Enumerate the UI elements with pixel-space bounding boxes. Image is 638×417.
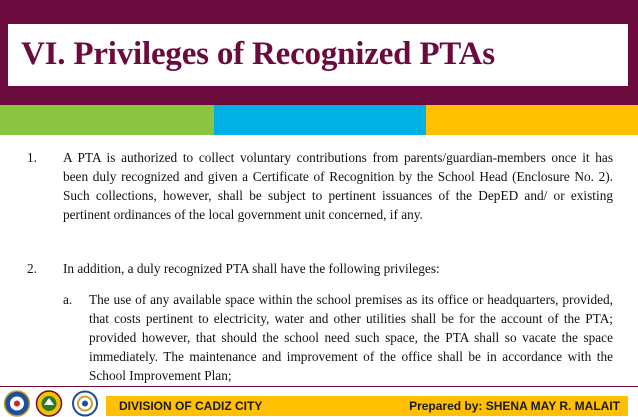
- item-number: 2.: [27, 261, 37, 276]
- subitem-text: The use of any available space within the school premises as its office or headquarters, provided, that costs pertinent to electricity, water and other utilities shall be for the account of the PTA; provided however, that should the school need such space, the PTA shall so vacate the space immediately. The maintenance and improvement of the office shall be in accordance with the School Improvement Plan;: [89, 292, 613, 383]
- slide-title: VI. Privileges of Recognized PTAs: [21, 36, 495, 72]
- item-text: A PTA is authorized to collect voluntary contributions from parents/guardian-members once it has been duly recognized and given a Certificate of Recognition by the School Head (Enclosure No. 2). Such collections, however, shall be subject to pertinent issuances of the DepED and/ or existing pertinent ordinances of the local government unit concerned, if any.: [63, 150, 613, 222]
- item-text: In addition, a duly recognized PTA shall have the following privileges:: [63, 261, 440, 276]
- footer: [0, 392, 638, 417]
- color-stripes: [0, 105, 638, 135]
- footer-strip: [106, 396, 628, 416]
- item-number: 1.: [27, 150, 37, 165]
- blue-stripe: [214, 105, 426, 135]
- title-band: [0, 0, 638, 105]
- title-box: [8, 24, 628, 86]
- footer-author: Prepared by: SHENA MAY R. MALAIT: [409, 399, 620, 413]
- footer-division: DIVISION OF CADIZ CITY: [119, 399, 263, 413]
- yellow-stripe: [426, 105, 638, 135]
- green-stripe: [0, 105, 214, 135]
- subitem-letter: a.: [63, 292, 73, 307]
- footer-divider: [0, 386, 638, 387]
